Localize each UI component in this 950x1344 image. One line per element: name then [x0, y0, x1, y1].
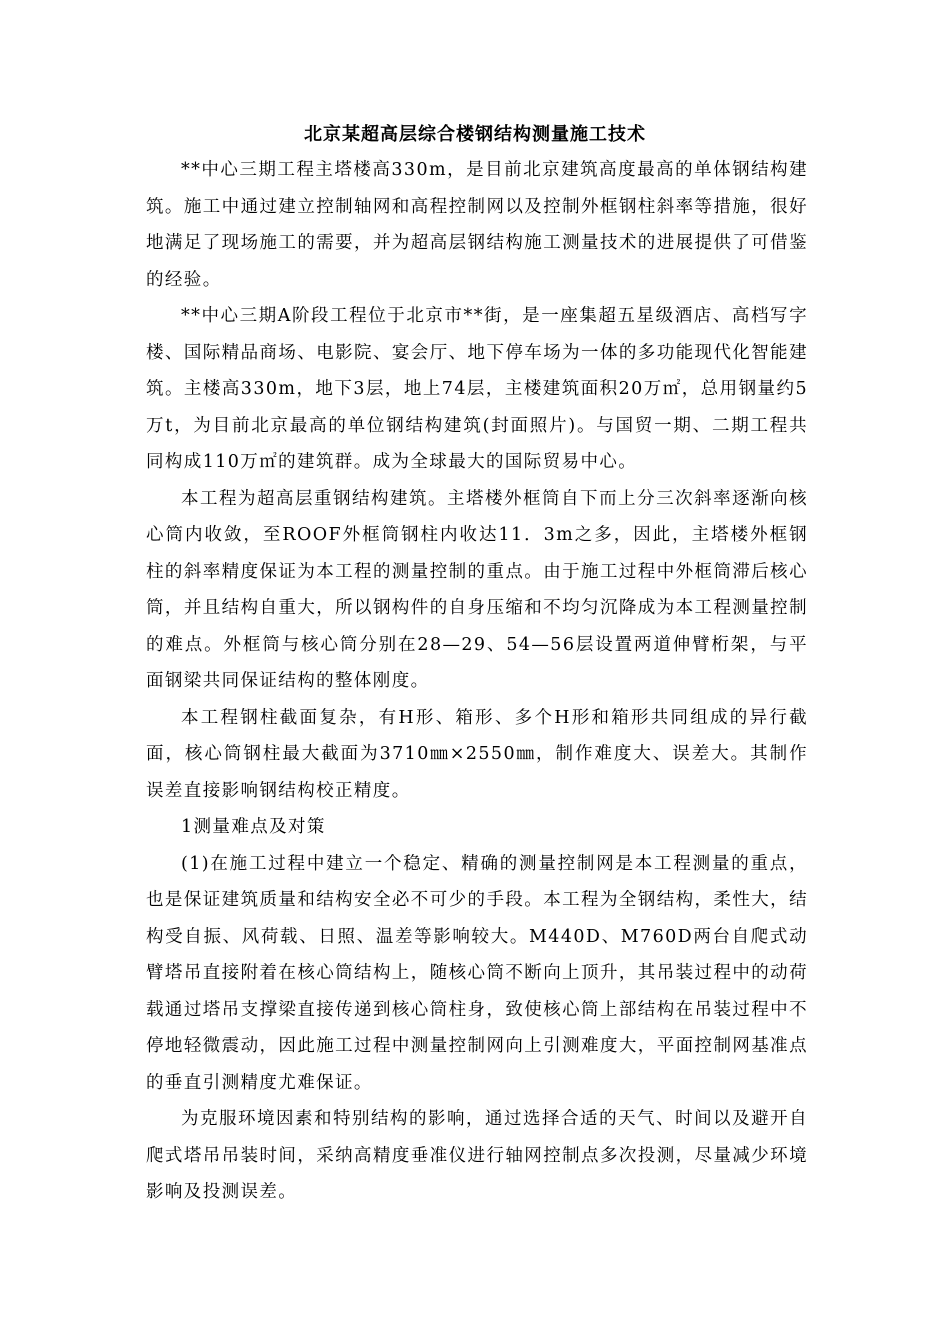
section-heading-measurement-difficulties: 1测量难点及对策 [181, 817, 326, 837]
paragraph-control-network: (1)在施工过程中建立一个稳定、精确的测量控制网是本工程测量的重点，也是保证建筑质量和结构安全必不可少的手段。本工程为全钢结构，柔性大，结构受自振、风荷载、日照、温差等影响较大。M440D、M760D两台自爬式动臂塔吊直接附着在核心筒结构上，随核心筒不断向上顶升，其吊装过程中的动荷载通过塔吊支撑梁直接传递到核心筒柱身，致使核心筒上部结构在吊装过程中不停地轻微震动，因此施工过程中测量控制网向上引测难度大，平面控制网基准点的垂直引测精度尤难保证。 [146, 853, 808, 1093]
document-body [146, 152, 808, 1211]
paragraph-project-overview: **中心三期A阶段工程位于北京市**街，是一座集超五星级酒店、高档写字楼、国际精品商场、电影院、宴会厅、地下停车场为一体的多功能现代化智能建筑。主楼高330m，地下3层，地上74层，主楼建筑面积20万㎡，总用钢量约5万t，为目前北京最高的单位钢结构建筑(封面照片)。与国贸一期、二期工程共同构成110万㎡的建筑群。成为全球最大的国际贸易中心。 [146, 306, 808, 472]
paragraph-structure-features: 本工程为超高层重钢结构建筑。主塔楼外框筒自下而上分三次斜率逐渐向核心筒内收敛，至ROOF外框筒钢柱内收达11．3m之多，因此，主塔楼外框钢柱的斜率精度保证为本工程的测量控制的重点。由于施工过程中外框筒滞后核心筒，并且结构自重大，所以钢构件的自身压缩和不均匀沉降成为本工程测量控制的难点。外框筒与核心筒分别在28—29、54—56层设置两道伸臂桁架，与平面钢梁共同保证结构的整体刚度。 [146, 488, 808, 691]
document-title: 北京某超高层综合楼钢结构测量施工技术 [304, 124, 646, 145]
paragraph-column-sections: 本工程钢柱截面复杂，有H形、箱形、多个H形和箱形共同组成的异行截面，核心筒钢柱最大截面为3710㎜×2550㎜，制作难度大、误差大。其制作误差直接影响钢结构校正精度。 [146, 707, 808, 801]
paragraph-countermeasures: 为克服环境因素和特别结构的影响，通过选择合适的天气、时间以及避开自爬式塔吊吊装时间，采纳高精度垂准仪进行轴网控制点多次投测，尽量减少环境影响及投测误差。 [146, 1109, 808, 1202]
paragraph-intro: **中心三期工程主塔楼高330m，是目前北京建筑高度最高的单体钢结构建筑。施工中通过建立控制轴网和高程控制网以及控制外框钢柱斜率等措施，很好地满足了现场施工的需要，并为超高层钢结构施工测量技术的进展提供了可借鉴的经验。 [146, 160, 808, 290]
